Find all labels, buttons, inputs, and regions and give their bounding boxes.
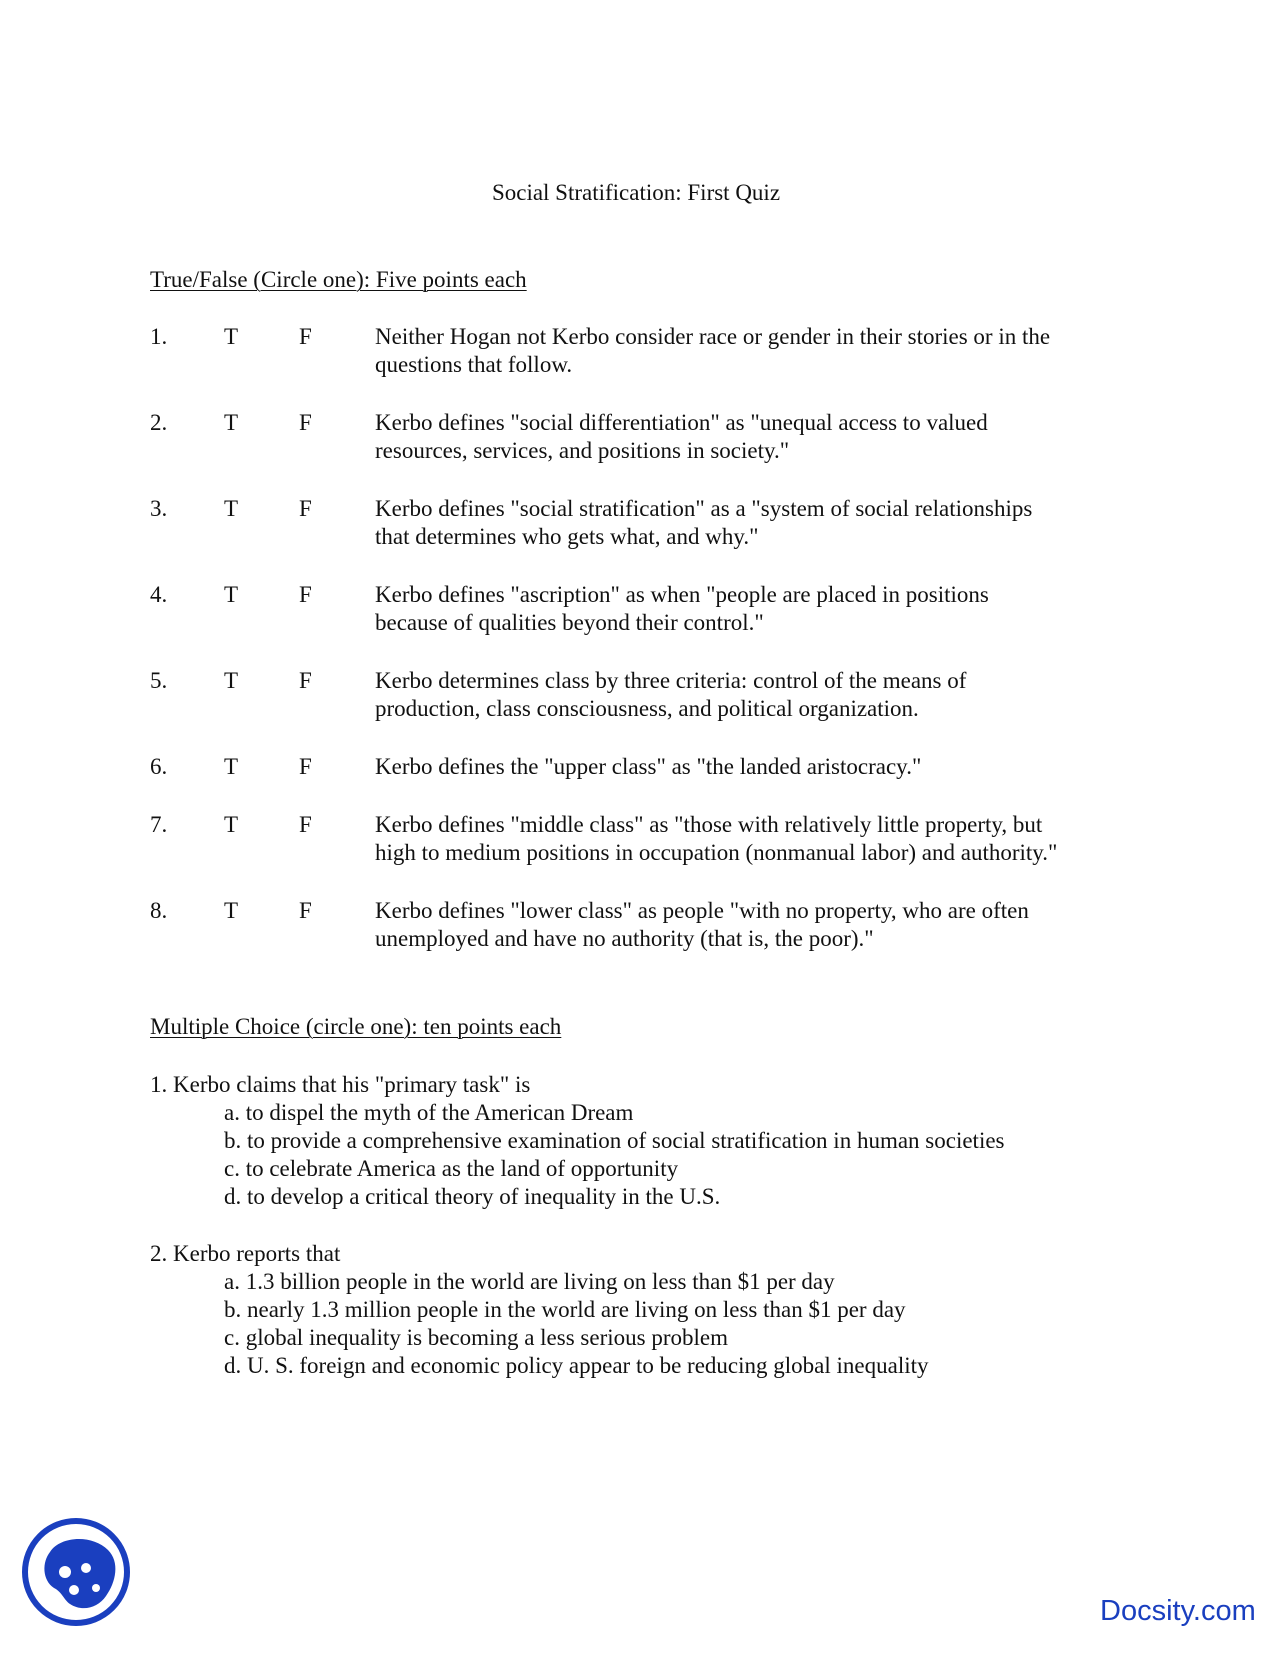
question-line: unemployed and have no authority (that is, the poor)." xyxy=(375,926,874,951)
tf-question-1 xyxy=(150,323,1150,409)
question-line: Kerbo determines class by three criteria: control of the means of xyxy=(375,668,967,693)
question-text xyxy=(375,323,1095,379)
question-number: 8. xyxy=(150,898,168,923)
question-number: 2. xyxy=(150,410,168,435)
page-title: Social Stratification: First Quiz xyxy=(491,180,781,205)
answer-option-d: d. U. S. foreign and economic policy appear to be reducing global inequality xyxy=(224,1353,929,1378)
answer-option-b: b. nearly 1.3 million people in the world are living on less than $1 per day xyxy=(224,1297,906,1322)
false-option: F xyxy=(299,668,312,693)
question-stem: 2. Kerbo reports that xyxy=(150,1241,341,1266)
true-option: T xyxy=(224,582,239,607)
false-option: F xyxy=(299,410,312,435)
true-option: T xyxy=(224,812,239,837)
false-option: F xyxy=(299,496,312,521)
question-line: Kerbo defines "social stratification" as a "system of social relationships xyxy=(375,496,1033,521)
true-option: T xyxy=(224,410,239,435)
question-line: Kerbo defines "lower class" as people "with no property, who are often xyxy=(375,898,1029,923)
mc-question-2 xyxy=(150,1240,1150,1380)
false-option: F xyxy=(299,812,312,837)
question-line: Kerbo defines "social differentiation" as "unequal access to valued xyxy=(375,410,988,435)
question-number: 6. xyxy=(150,754,168,779)
true-false-heading: True/False (Circle one): Five points each xyxy=(150,267,527,292)
tf-question-5 xyxy=(150,667,1150,753)
multiple-choice-heading: Multiple Choice (circle one): ten points each xyxy=(150,1014,562,1039)
question-line: that determines who gets what, and why." xyxy=(375,524,759,549)
answer-option-c: c. global inequality is becoming a less serious problem xyxy=(224,1325,728,1350)
true-option: T xyxy=(224,754,239,779)
question-number: 3. xyxy=(150,496,168,521)
docsity-brand-link[interactable]: Docsity.com xyxy=(1100,1595,1256,1627)
true-option: T xyxy=(224,898,239,923)
question-line: Kerbo defines "middle class" as "those with relatively little property, but xyxy=(375,812,1043,837)
false-option: F xyxy=(299,324,312,349)
true-option: T xyxy=(224,496,239,521)
false-option: F xyxy=(299,582,312,607)
docsity-logo-icon[interactable] xyxy=(20,1516,132,1628)
true-option: T xyxy=(224,668,239,693)
answer-option-a: a. to dispel the myth of the American Dream xyxy=(224,1100,634,1125)
false-option: F xyxy=(299,754,312,779)
question-text xyxy=(375,495,1095,551)
true-option: T xyxy=(224,324,239,349)
question-line: because of qualities beyond their control." xyxy=(375,610,764,635)
question-line: Kerbo defines "ascription" as when "people are placed in positions xyxy=(375,582,989,607)
question-number: 1. xyxy=(150,324,168,349)
question-line: high to medium positions in occupation (nonmanual labor) and authority." xyxy=(375,840,1058,865)
answer-option-a: a. 1.3 billion people in the world are living on less than $1 per day xyxy=(224,1269,835,1294)
tf-question-6 xyxy=(150,753,1150,811)
tf-question-4 xyxy=(150,581,1150,667)
multiple-choice-list xyxy=(150,1071,1150,1409)
question-stem: 1. Kerbo claims that his "primary task" is xyxy=(150,1072,531,1097)
tf-question-3 xyxy=(150,495,1150,581)
question-line: questions that follow. xyxy=(375,352,573,377)
question-text xyxy=(375,667,1095,723)
tf-question-2 xyxy=(150,409,1150,495)
question-number: 7. xyxy=(150,812,168,837)
tf-question-8 xyxy=(150,897,1150,983)
question-text xyxy=(375,409,1095,465)
question-text xyxy=(375,811,1095,867)
true-false-list xyxy=(150,323,1150,983)
question-line: Kerbo defines the "upper class" as "the landed aristocracy." xyxy=(375,754,922,779)
question-line: resources, services, and positions in society." xyxy=(375,438,790,463)
question-line: production, class consciousness, and political organization. xyxy=(375,696,919,721)
answer-option-c: c. to celebrate America as the land of opportunity xyxy=(224,1156,679,1181)
answer-option-d: d. to develop a critical theory of inequality in the U.S. xyxy=(224,1184,721,1209)
tf-question-7 xyxy=(150,811,1150,897)
answer-option-b: b. to provide a comprehensive examination of social stratification in human societies xyxy=(224,1128,1005,1153)
question-line: Neither Hogan not Kerbo consider race or gender in their stories or in the xyxy=(375,324,1051,349)
question-text xyxy=(375,753,1095,781)
question-number: 5. xyxy=(150,668,168,693)
question-number: 4. xyxy=(150,582,168,607)
false-option: F xyxy=(299,898,312,923)
question-text xyxy=(375,897,1095,953)
question-text xyxy=(375,581,1095,637)
mc-question-1 xyxy=(150,1071,1150,1211)
